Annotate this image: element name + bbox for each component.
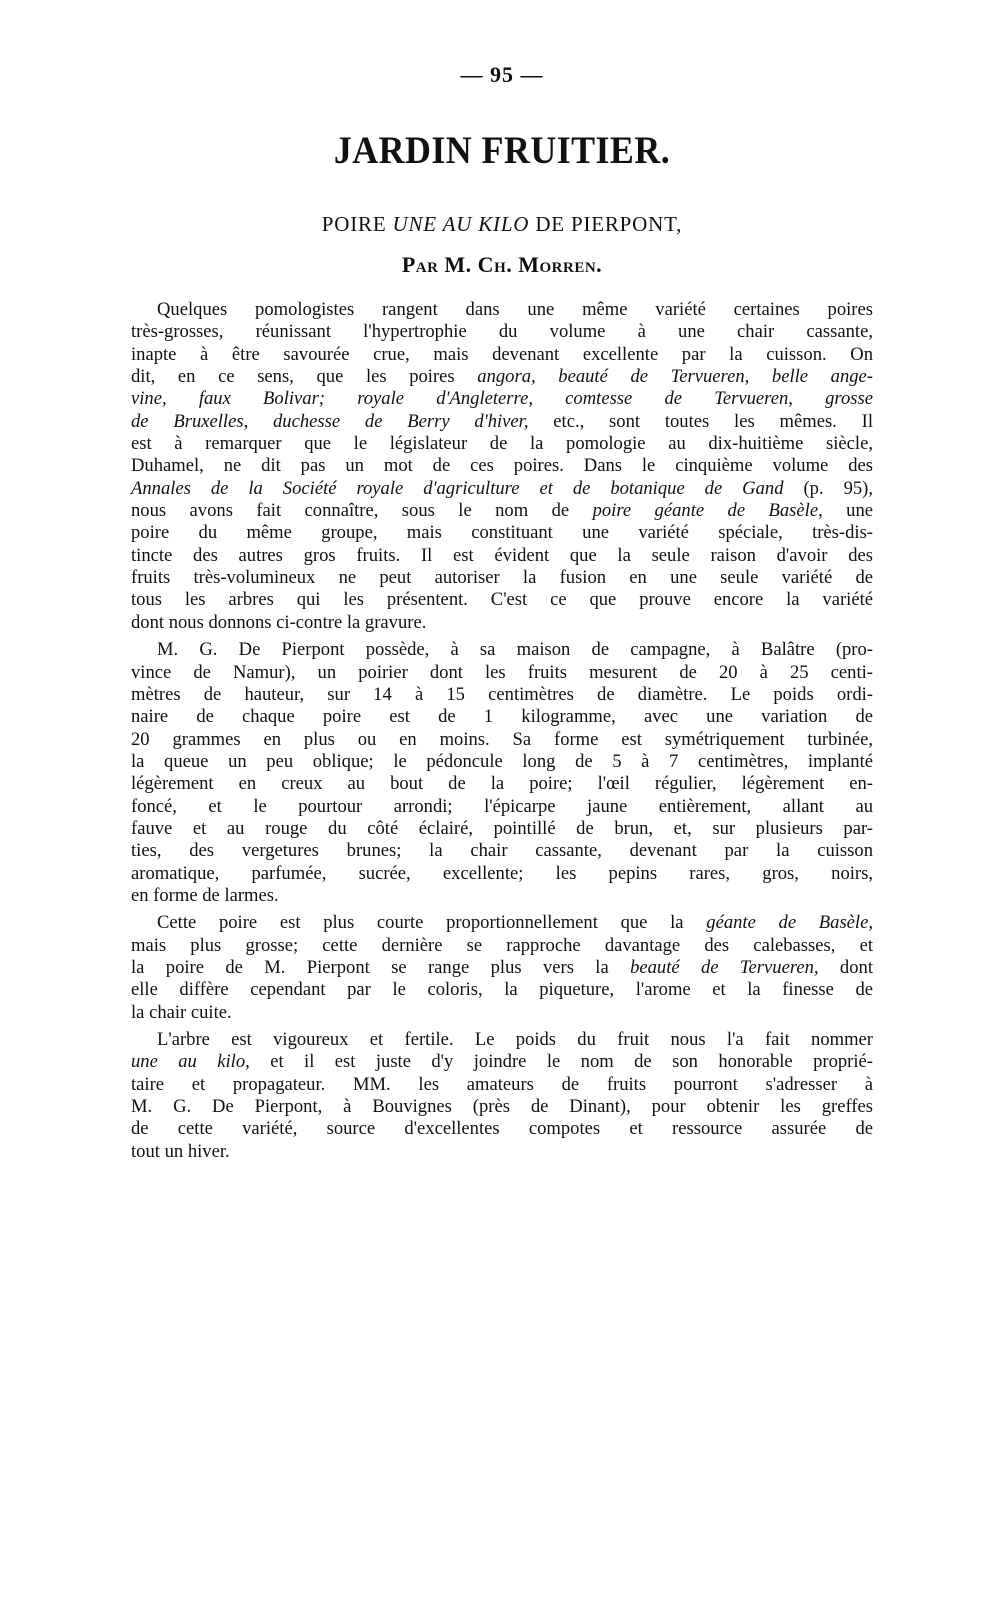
italic-text: poire géante de Basèle, [592, 500, 823, 522]
text-run: tous les arbres qui les présentent. C'est ce que prouve encore la variété [131, 589, 873, 611]
text-run: ties, des vergetures brunes; la chair cassante, devenant par la cuisson [131, 840, 873, 862]
text-line [131, 1141, 873, 1163]
text-run: aromatique, parfumée, sucrée, excellente; les pepins rares, gros, noirs, [131, 862, 873, 884]
text-run: dont nous donnons ci-contre la gravure. [131, 611, 427, 633]
italic-text: une au kilo, [131, 1051, 250, 1073]
text-line [131, 545, 873, 567]
text-line [131, 796, 873, 818]
paragraph [131, 299, 873, 634]
text-line [131, 344, 873, 366]
text-line [131, 411, 873, 433]
paragraph [131, 912, 873, 1024]
text-run: M. G. De Pierpont, à Bouvignes (près de Dinant), pour obtenir les greffes [131, 1096, 873, 1118]
text-line [131, 706, 873, 728]
text-line [131, 818, 873, 840]
text-line [131, 321, 873, 343]
text-line [131, 478, 873, 500]
text-run: la poire de M. Pierpont se range plus vers la [131, 956, 631, 978]
text-run: en forme de larmes. [131, 884, 279, 906]
text-run: taire et propagateur. MM. les amateurs de fruits pourront s'adresser à [131, 1073, 873, 1095]
text-run: très-grosses, réunissant l'hypertrophie du volume à une chair cassante, [131, 321, 873, 343]
text-run: etc., sont toutes les mêmes. Il [528, 410, 873, 432]
text-run: M. G. De Pierpont possède, à sa maison de campagne, à Balâtre (pro- [157, 639, 873, 661]
text-line [131, 455, 873, 477]
italic-text: angora, beauté de Tervueren, belle ange- [477, 366, 873, 388]
article-title-italic: UNE AU KILO [392, 212, 530, 236]
italic-text: Annales de la Société royale d'agriculture et de botanique de Gand [131, 477, 784, 499]
text-line [131, 639, 873, 661]
text-run: mètres de hauteur, sur 14 à 15 centimètres de diamètre. Le poids ordi- [131, 683, 873, 705]
text-line [131, 388, 873, 410]
text-run: elle diffère cependant par le coloris, la piqueture, l'arome et la finesse de [131, 979, 873, 1001]
text-line [131, 589, 873, 611]
text-line [131, 979, 873, 1001]
text-line [131, 751, 873, 773]
text-run: 20 grammes en plus ou en moins. Sa forme est symétriquement turbinée, [131, 728, 873, 750]
text-run: la queue un peu oblique; le pédoncule long de 5 à 7 centimètres, implanté [131, 750, 873, 772]
text-line [131, 1029, 873, 1051]
text-run: poire du même groupe, mais constituant une variété spéciale, très-dis- [131, 522, 873, 544]
text-line [131, 567, 873, 589]
text-run: naire de chaque poire est de 1 kilogramme, avec une variation de [131, 706, 873, 728]
paragraph [131, 1029, 873, 1163]
text-run: tincte des autres gros fruits. Il est évident que la seule raison d'avoir des [131, 544, 873, 566]
text-run: tout un hiver. [131, 1140, 230, 1162]
text-run: la chair cuite. [131, 1001, 232, 1023]
italic-text: géante de Basèle, [706, 912, 873, 934]
text-run: (p. 95), [783, 477, 873, 499]
text-line [131, 885, 873, 907]
text-line [131, 773, 873, 795]
text-line [131, 1074, 873, 1096]
italic-text: beauté de Tervueren, [630, 956, 819, 978]
text-run: vince de Namur), un poirier dont les fruits mesurent de 20 à 25 centi- [131, 661, 873, 683]
text-run: dont [818, 956, 873, 978]
text-run: dit, en ce sens, que les poires [131, 366, 478, 388]
text-line [131, 612, 873, 634]
text-run: L'arbre est vigoureux et fertile. Le poids du fruit nous l'a fait nommer [157, 1029, 873, 1050]
text-line [131, 299, 873, 321]
text-run: est à remarquer que le législateur de la pomologie au dix-huitième siècle, [131, 433, 873, 455]
text-run: de cette variété, source d'excellentes compotes et ressource assurée de [131, 1118, 873, 1140]
text-run: fauve et au rouge du côté éclairé, pointillé de brun, et, sur plusieurs par- [131, 817, 873, 839]
text-line [131, 1002, 873, 1024]
text-line [131, 684, 873, 706]
text-run: Quelques pomologistes rangent dans une même variété certaines poires [157, 299, 873, 320]
page-number: — 95 — [460, 62, 544, 87]
italic-text: vine, faux Bolivar; royale d'Angleterre, comtesse de Tervueren, grosse [131, 388, 873, 410]
article-title [131, 212, 873, 237]
text-run: nous avons fait connaître, sous le nom de [131, 500, 593, 522]
paragraph [131, 639, 873, 907]
text-line [131, 935, 873, 957]
text-run: Cette poire est plus courte proportionnellement que la [157, 912, 707, 934]
article-title-prefix: POIRE [321, 212, 393, 236]
text-line [131, 957, 873, 979]
article-body [131, 299, 873, 1163]
text-run: inapte à être savourée crue, mais devenant excellente par la cuisson. On [131, 343, 873, 365]
text-line [131, 1051, 873, 1073]
text-run: une [822, 500, 874, 522]
text-line [131, 863, 873, 885]
text-line [131, 729, 873, 751]
text-run: légèrement en creux au bout de la poire; l'œil régulier, légèrement en- [131, 773, 873, 795]
text-line [131, 1118, 873, 1140]
text-line [131, 1096, 873, 1118]
text-line [131, 522, 873, 544]
text-line [131, 500, 873, 522]
section-title: JARDIN FRUITIER. [333, 129, 671, 172]
italic-text: de Bruxelles, duchesse de Berry d'hiver, [131, 410, 529, 432]
text-run: Duhamel, ne dit pas un mot de ces poires. Dans le cinquième volume des [131, 455, 873, 477]
text-run: mais plus grosse; cette dernière se rapproche davantage des calebasses, et [131, 934, 873, 956]
article-title-suffix: DE PIERPONT, [529, 212, 683, 236]
text-line [131, 912, 873, 934]
text-line [131, 433, 873, 455]
text-run: foncé, et le pourtour arrondi; l'épicarpe jaune entièrement, allant au [131, 795, 873, 817]
text-line [131, 662, 873, 684]
text-line [131, 366, 873, 388]
author-byline: Par M. Ch. Morren. [401, 252, 603, 277]
text-run: fruits très-volumineux ne peut autoriser la fusion en une seule variété de [131, 567, 873, 589]
text-run: et il est juste d'y joindre le nom de son honorable proprié- [249, 1051, 873, 1073]
text-line [131, 840, 873, 862]
